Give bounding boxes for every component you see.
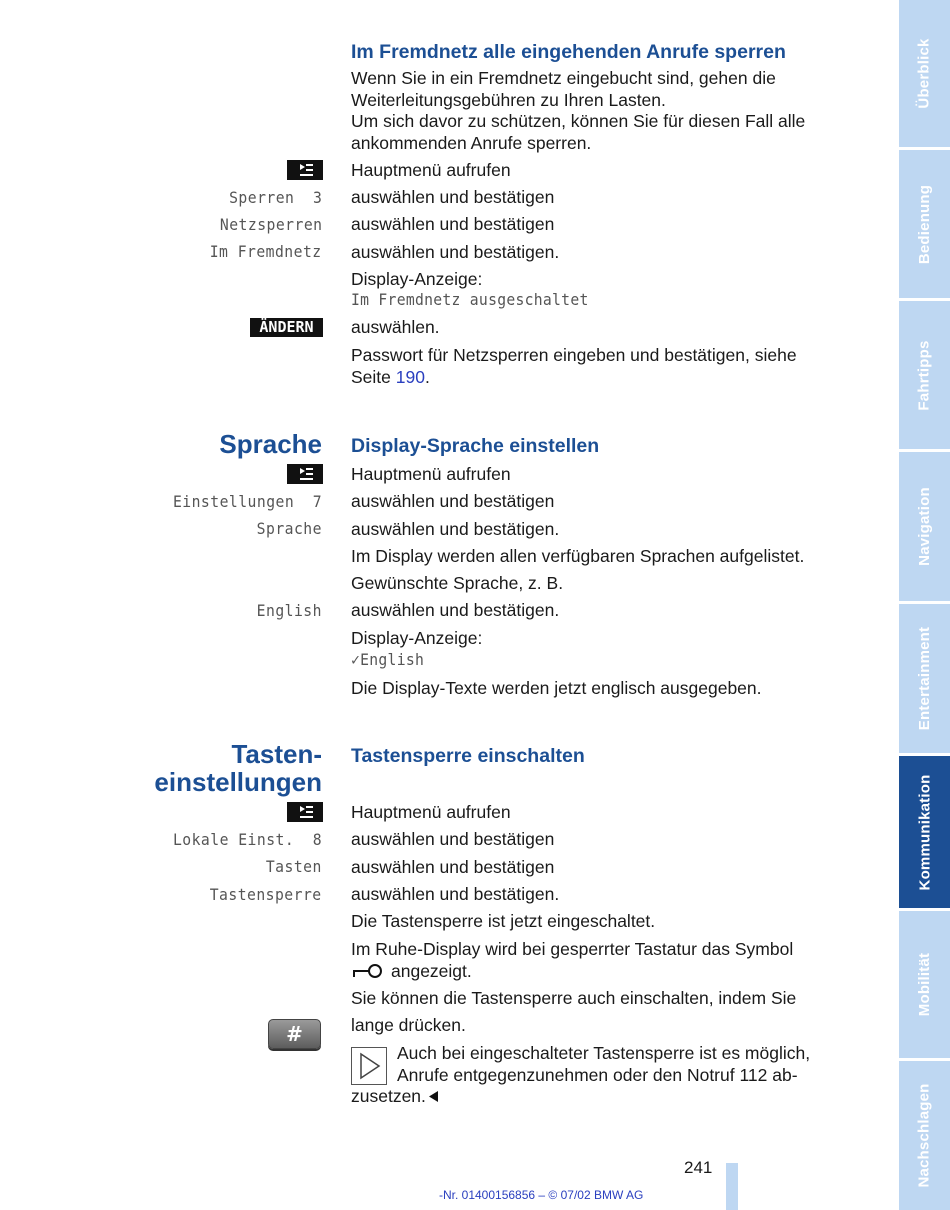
password-line-2 [351,367,430,389]
info-symbol-line-1: Im Ruhe-Display wird bei gesperrter Tastatur das Symbol [351,939,794,959]
tab-nachschlagen[interactable] [899,1061,950,1210]
tab-label: Bedienung [916,184,933,264]
display-label: Display-Anzeige: [351,628,483,648]
softkey-aendern: ÄNDERN [250,318,323,337]
step-main-menu: Hauptmenü aufrufen [351,464,511,484]
tab-label: Überblick [916,38,934,109]
info-lock-on: Die Tastensperre ist jetzt eingeschaltet. [351,911,656,931]
display-value: Im Fremdnetz ausgeschaltet [351,290,589,309]
section-heading-fremdnetz: Im Fremdnetz alle eingehenden Anrufe sperren [351,41,786,63]
section-title-sprache: Sprache [219,429,322,459]
password-suffix: . [424,367,430,387]
tab-kommunikation[interactable] [899,756,950,908]
note-line-2: Anrufe entgegenzunehmen oder den Notruf 112 ab- [397,1065,798,1085]
display-label: Display-Anzeige: [351,269,483,289]
tab-label: Kommunikation [916,774,933,890]
tab-ueberblick[interactable] [899,0,950,147]
lcd-lokale-einst: Lokale Einst. 8 [172,830,322,849]
section-title-tasten-line1: Tasten- [231,739,322,769]
display-value: ✓English [351,650,425,669]
step-select-1: auswählen und bestätigen [351,491,555,511]
tab-label: Nachschlagen [916,1083,934,1188]
info-hash-line-1: Sie können die Tastensperre auch einschalten, indem Sie [351,988,797,1008]
lcd-tastensperre: Tastensperre [210,885,322,904]
key-symbol-icon [351,962,385,985]
info-desired-language: Gewünschte Sprache, z. B. [351,573,564,593]
tab-label: Navigation [916,487,933,566]
page-marker-bar [726,1163,738,1210]
tab-label: Mobilität [916,952,933,1017]
lcd-einstellungen: Einstellungen 7 [172,492,322,511]
lcd-english: English [256,601,322,620]
step-select-4: auswählen. [351,317,440,337]
note-line-1: Auch bei eingeschalteter Tastensperre ist es möglich, [397,1043,811,1063]
intro-line-4: ankommenden Anrufe sperren. [351,133,592,153]
lcd-sprache: Sprache [256,519,322,538]
intro-line-1: Wenn Sie in ein Fremdnetz eingebucht sind, gehen die [351,68,776,88]
note-line-3-text: zusetzen. [351,1086,426,1106]
lcd-netzsperren: Netzsperren [219,215,322,234]
copyright-footer: -Nr. 01400156856 – © 07/02 BMW AG [439,1188,644,1202]
step-select-1: auswählen und bestätigen [351,829,555,849]
main-menu-icon [287,464,323,484]
password-prefix: Seite [351,367,396,387]
main-menu-icon [287,160,323,180]
end-mark-icon [428,1087,439,1109]
intro-line-2: Weiterleitungsgebühren zu Ihren Lasten. [351,90,666,110]
step-select-2: auswählen und bestätigen. [351,519,560,539]
note-play-icon [351,1047,387,1085]
password-line-1: Passwort für Netzsperren eingeben und bestätigen, siehe [351,345,797,365]
lcd-sperren: Sperren 3 [228,188,322,207]
tab-bedienung[interactable] [899,150,950,298]
section-heading-tastensperre: Tastensperre einschalten [351,745,585,767]
main-menu-icon [287,802,323,822]
step-select-3: auswählen und bestätigen. [351,884,560,904]
info-symbol-line-2: angezeigt. [391,961,472,981]
info-english-output: Die Display-Texte werden jetzt englisch ausgegeben. [351,678,762,698]
note-line-3 [351,1086,439,1108]
section-heading-display-sprache: Display-Sprache einstellen [351,435,600,457]
step-select-3: auswählen und bestätigen. [351,242,560,262]
info-hash-line-2: lange drücken. [351,1015,466,1035]
tab-entertainment[interactable] [899,604,950,753]
chapter-sidebar [899,0,950,1210]
page-link-190[interactable]: 190 [395,367,425,387]
step-select-3: auswählen und bestätigen. [351,600,560,620]
lcd-tasten: Tasten [266,857,322,876]
tab-mobilitaet[interactable] [899,911,950,1058]
section-title-tasten-line2: einstellungen [154,767,322,797]
step-select-2: auswählen und bestätigen [351,857,555,877]
tab-label: Entertainment [916,626,934,731]
tab-fahrtipps[interactable] [899,301,950,449]
tab-label: Fahrtipps [916,339,934,411]
hash-key-icon: # [268,1019,321,1049]
info-languages: Im Display werden allen verfügbaren Sprachen aufgelistet. [351,546,805,566]
step-select-1: auswählen und bestätigen [351,187,555,207]
lcd-im-fremdnetz: Im Fremdnetz [210,242,322,261]
step-main-menu: Hauptmenü aufrufen [351,160,511,180]
step-select-2: auswählen und bestätigen [351,214,555,234]
intro-line-3: Um sich davor zu schützen, können Sie für diesen Fall alle [351,111,806,131]
page-number: 241 [684,1158,713,1177]
step-main-menu: Hauptmenü aufrufen [351,802,511,822]
tab-navigation[interactable] [899,452,950,601]
